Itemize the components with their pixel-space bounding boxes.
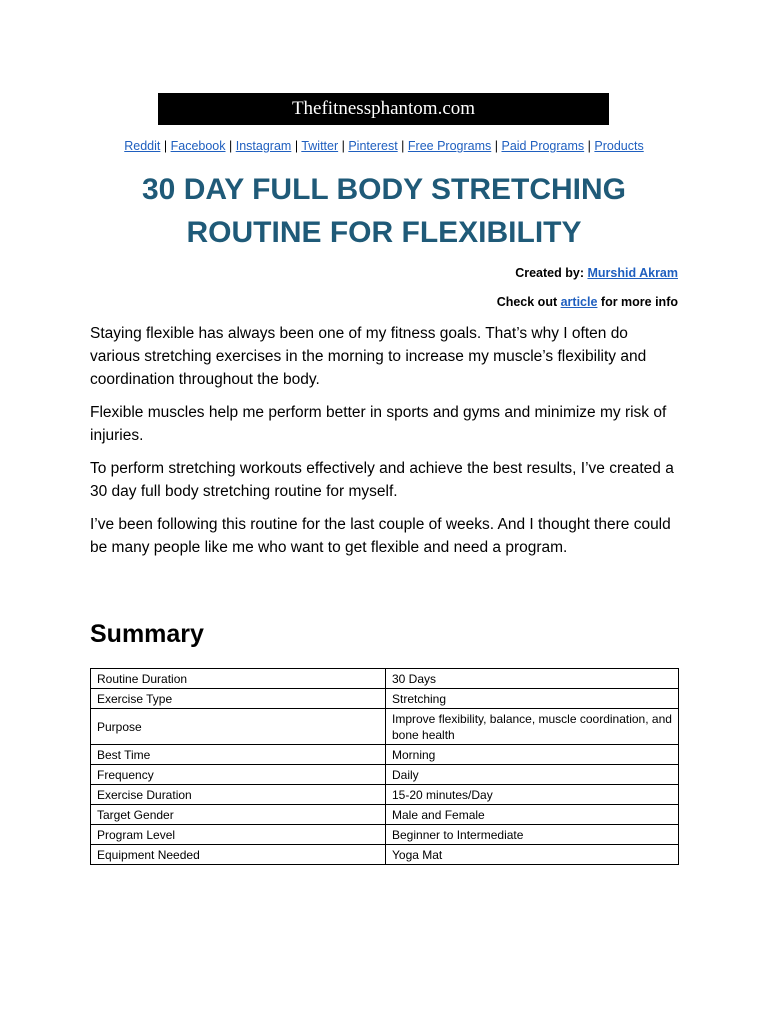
page-title [90,168,678,254]
link-reddit[interactable]: Reddit [124,139,161,153]
row-value: Improve flexibility, balance, muscle coordination, and bone health [386,709,679,745]
separator: | [494,139,502,153]
intro-text [90,322,680,569]
row-value: Yoga Mat [386,845,679,865]
site-name: Thefitnessphantom.com [291,98,476,119]
row-key: Program Level [91,825,386,845]
row-value: Morning [386,745,679,765]
check-out-line [497,295,678,309]
table-row [91,745,679,765]
paragraph: Flexible muscles help me perform better in sports and gyms and minimize my risk of injuries. [90,404,667,444]
row-key: Exercise Type [91,689,386,709]
separator: | [229,139,236,153]
row-value: 15-20 minutes/Day [386,785,679,805]
separator: | [341,139,349,153]
link-products[interactable]: Products [594,139,644,153]
paragraph: I’ve been following this routine for the last couple of weeks. And I thought there could be many people like me who want to get flexible and need a program. [90,516,671,556]
table-row [91,785,679,805]
row-key: Equipment Needed [91,845,386,865]
separator: | [587,139,595,153]
link-paid-programs[interactable]: Paid Programs [501,139,585,153]
row-key: Routine Duration [91,669,386,689]
row-value: Male and Female [386,805,679,825]
table-row [91,689,679,709]
table-row [91,709,679,745]
row-key: Purpose [91,709,386,745]
link-instagram[interactable]: Instagram [235,139,292,153]
table-row [91,765,679,785]
paragraph: To perform stretching workouts effectively and achieve the best results, I’ve created a 30 day full body stretching routine for myself. [90,460,674,500]
link-pinterest[interactable]: Pinterest [348,139,398,153]
check-out-suffix: for more info [597,295,678,309]
author-link[interactable]: Murshid Akram [587,266,678,280]
table-row [91,805,679,825]
row-key: Best Time [91,745,386,765]
created-by-label: Created by: [515,266,588,280]
row-value: 30 Days [386,669,679,689]
link-free-programs[interactable]: Free Programs [407,139,492,153]
summary-table [90,668,679,865]
title-line-1: 30 DAY FULL BODY STRETCHING [142,173,626,206]
paragraph: Staying flexible has always been one of my fitness goals. That’s why I often do various stretching exercises in the morning to increase my muscle’s flexibility and coordination throughout the body. [90,325,647,388]
row-value: Stretching [386,689,679,709]
separator: | [294,139,302,153]
table-row [91,669,679,689]
separator: | [163,139,171,153]
social-links [0,139,768,153]
summary-heading: Summary [90,620,204,648]
row-key: Frequency [91,765,386,785]
created-by-line [515,266,678,280]
row-value: Daily [386,765,679,785]
article-link[interactable]: article [560,295,598,309]
title-line-2: ROUTINE FOR FLEXIBILITY [186,216,582,249]
site-banner [158,93,609,125]
separator: | [401,139,405,153]
link-facebook[interactable]: Facebook [170,139,226,153]
table-row [91,845,679,865]
check-out-prefix: Check out [496,295,561,309]
table-row [91,825,679,845]
link-twitter[interactable]: Twitter [301,139,339,153]
row-key: Target Gender [91,805,386,825]
row-value: Beginner to Intermediate [386,825,679,845]
row-key: Exercise Duration [91,785,386,805]
